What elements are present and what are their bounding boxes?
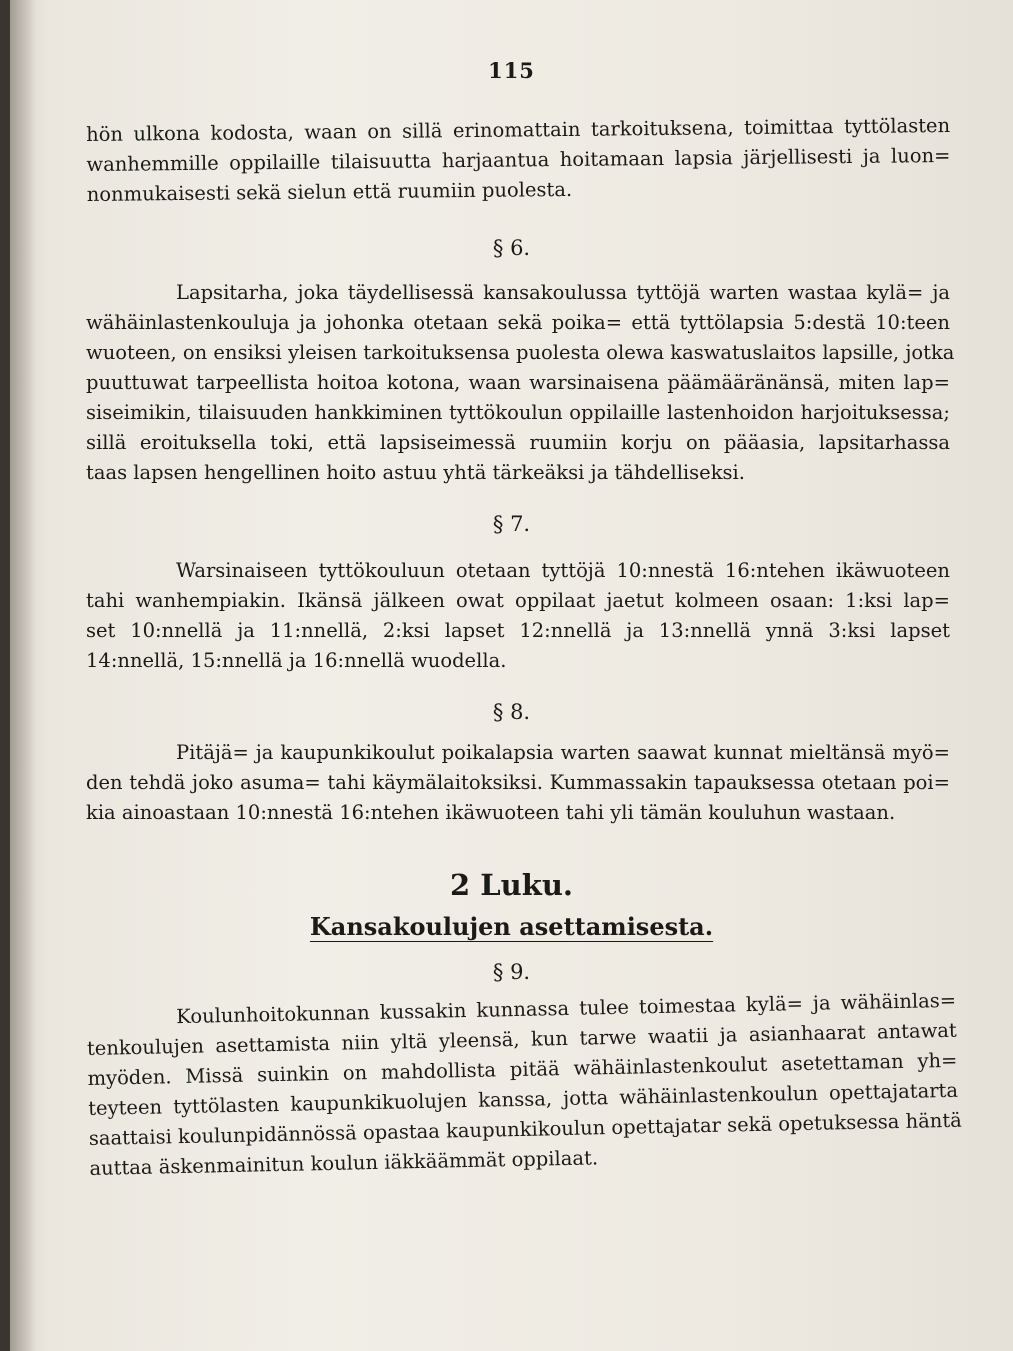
text-line: saattaisi koulunpidännössä opastaa kaupunkikoulun opettajatar sekä opetuksessa häntä [88, 1108, 963, 1150]
section-mark-7: § 7. [492, 512, 531, 536]
section-7-paragraph [86, 556, 950, 676]
text-line: sillä eroituksella toki, että lapsiseimessä ruumiin korju on pääasia, lapsitarhassa [86, 431, 950, 454]
text-line: wähäinlastenkouluja ja johonka otetaan sekä poika= että tyttölapsia 5:destä 10:teen [86, 311, 950, 334]
text-line: tenkoulujen asettamista niin yltä yleensä, kun tarwe waatii ja asianhaarat antawat [86, 1018, 957, 1060]
text-line: Warsinaiseen tyttökouluun otetaan tyttöjä 10:nnestä 16:ntehen ikäwuoteen [176, 559, 950, 582]
text-line: set 10:nnellä ja 11:nnellä, 2:ksi lapset 12:nnellä ja 13:nnellä ynnä 3:ksi lapset [86, 619, 950, 642]
text-line: Pitäjä= ja kaupunkikoulut poikalapsia warten saawat kunnat mieltänsä myö= [176, 741, 950, 764]
page-number: 115 [488, 58, 535, 83]
text-line: 14:nnellä, 15:nnellä ja 16:nnellä wuodella. [86, 649, 507, 672]
text-line: kia ainoastaan 10:nnestä 16:ntehen ikäwuoteen tahi yli tämän kouluhun wastaan. [86, 801, 896, 824]
text-line: siseimikin, tilaisuuden hankkiminen tyttökoulun oppilaille lastenhoidon harjoituksessa; [86, 401, 950, 424]
section-mark-9: § 9. [492, 960, 531, 984]
text-line: Lapsitarha, joka täydellisessä kansakoulussa tyttöjä warten wastaa kylä= ja [176, 281, 950, 304]
text-line: myöden. Missä suinkin on mahdollista pitää wähäinlastenkoulut asetettaman yh= [87, 1048, 958, 1090]
intro-paragraph [86, 111, 951, 210]
chapter-heading: 2 Luku. [449, 868, 574, 902]
section-mark-8: § 8. [492, 700, 531, 724]
section-9-paragraph [86, 986, 963, 1184]
chapter-title: Kansakoulujen asettamisesta. [309, 912, 714, 941]
text-line: tahi wanhempiakin. Ikänsä jälkeen owat oppilaat jaetut kolmeen osaan: 1:ksi lap= [86, 589, 950, 612]
book-page [10, 0, 1013, 1351]
text-line: taas lapsen hengellinen hoito astuu yhtä tärkeäksi ja tähdelliseksi. [86, 461, 745, 484]
text-line: wanhemmille oppilaille tilaisuutta harjaantua hoitamaan lapsia järjellisesti ja luon= [86, 143, 951, 176]
text-line: nonmukaisesti sekä sielun että ruumiin puolesta. [86, 177, 573, 206]
text-line: den tehdä joko asuma= tahi käymälaitoksiksi. Kummassakin tapauksessa otetaan poi= [86, 771, 950, 794]
text-line: hön ulkona kodosta, waan on sillä erinomattain tarkoituksena, toimittaa tyttölasten [86, 113, 951, 146]
text-line: puuttuwat tarpeellista hoitoa kotona, waan warsinaisena päämääränänsä, miten lap= [86, 371, 950, 394]
section-6-paragraph [86, 278, 955, 488]
section-8-paragraph [86, 738, 950, 828]
text-line: Koulunhoitokunnan kussakin kunnassa tulee toimestaa kylä= ja wähäinlas= [176, 988, 957, 1029]
text-line: teyteen tyttölasten kaupunkikuolujen kanssa, jotta wähäinlastenkoulun opettajatarta [87, 1078, 959, 1120]
section-mark-6: § 6. [492, 236, 531, 260]
text-line: auttaa äskenmainitun koulun iäkkäämmät oppilaat. [89, 1146, 599, 1180]
text-line: wuoteen, on ensiksi yleisen tarkoituksensa puolesta olewa kaswatuslaitos lapsille, jotka [86, 341, 955, 364]
